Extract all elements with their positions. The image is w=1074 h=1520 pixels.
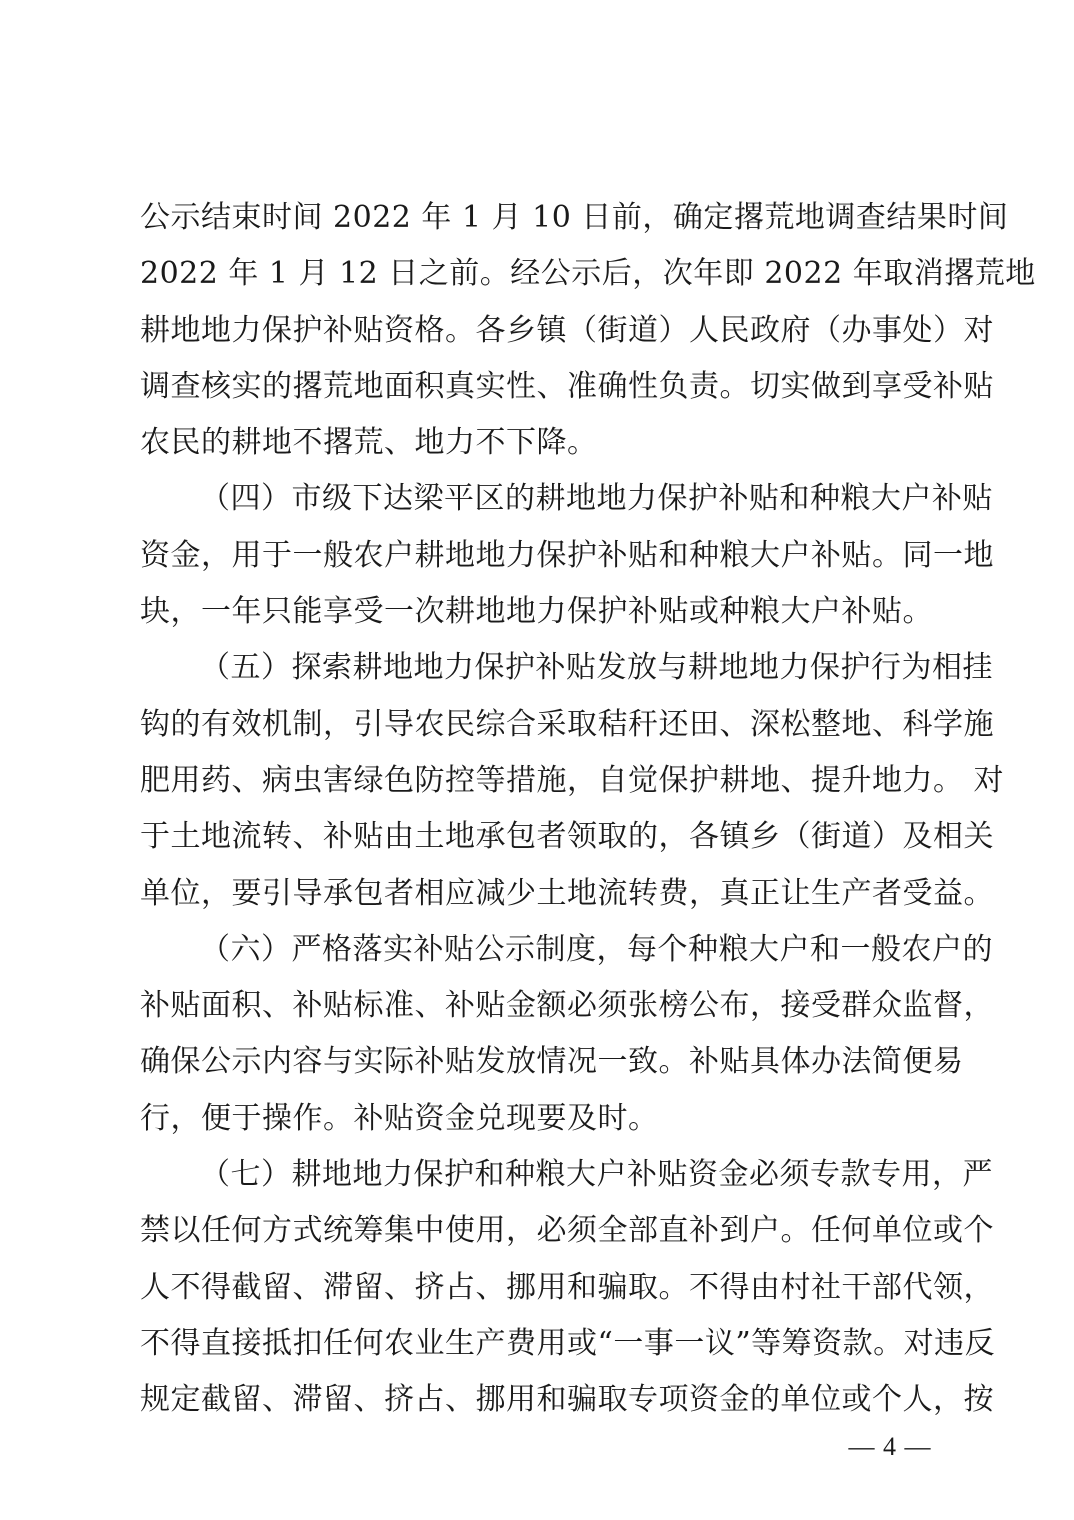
text-line: 调查核实的撂荒地面积真实性、准确性负责。切实做到享受补贴 [140, 368, 994, 404]
text-line: 于土地流转、补贴由土地承包者领取的，各镇乡（街道）及相关 [140, 819, 994, 855]
text-line: 耕地地力保护补贴资格。各乡镇（街道）人民政府（办事处）对 [140, 312, 994, 348]
text-line: 肥用药、病虫害绿色防控等措施，自觉保护耕地、提升地力。 对 [140, 762, 1005, 798]
page-number: — 4 — [848, 1432, 932, 1461]
paragraph-4 [140, 922, 994, 1147]
text-line: 确保公示内容与实际补贴发放情况一致。补贴具体办法简便易 [140, 1044, 964, 1080]
text-line: 公示结束时间 2022 年 1 月 10 日前，确定撂荒地调查结果时间 [140, 200, 1009, 235]
text-line: 资金，用于一般农户耕地地力保护补贴和种粮大户补贴。同一地 [140, 537, 994, 573]
text-line: 2022 年 1 月 12 日之前。经公示后，次年即 2022 年取消撂荒地 [140, 256, 1036, 292]
text-line: 不得直接抵扣任何农业生产费用或“一事一议”等筹资款。对违反 [140, 1325, 996, 1361]
text-line: 规定截留、滞留、挤占、挪用和骗取专项资金的单位或个人，按 [140, 1382, 994, 1418]
text-line: （五）探索耕地地力保护补贴发放与耕地地力保护行为相挂 [200, 650, 993, 686]
text-line: 补贴面积、补贴标准、补贴金额必须张榜公布，接受群众监督， [140, 988, 994, 1024]
text-line: 块，一年只能享受一次耕地地力保护补贴或种粮大户补贴。 [140, 594, 933, 630]
paragraph-2 [140, 471, 994, 640]
text-line: 行，便于操作。补贴资金兑现要及时。 [140, 1100, 659, 1136]
text-line: 人不得截留、滞留、挤占、挪用和骗取。不得由村社干部代领， [140, 1269, 994, 1305]
paragraph-1 [140, 190, 1036, 471]
text-line: 单位，要引导承包者相应减少土地流转费，真正让生产者受益。 [140, 875, 994, 911]
paragraph-5 [140, 1147, 996, 1428]
text-line: （七）耕地地力保护和种粮大户补贴资金必须专款专用，严 [200, 1157, 993, 1193]
body-text [140, 190, 1036, 1429]
text-line: 钩的有效机制，引导农民综合采取秸秆还田、深松整地、科学施 [140, 706, 994, 742]
text-line: 农民的耕地不撂荒、地力不下降。 [140, 425, 598, 461]
text-line: （四）市级下达梁平区的耕地地力保护补贴和种粮大户补贴 [200, 481, 993, 517]
text-line: （六）严格落实补贴公示制度，每个种粮大户和一般农户的 [200, 931, 993, 967]
paragraph-3 [140, 640, 1005, 921]
text-line: 禁以任何方式统筹集中使用，必须全部直补到户。任何单位或个 [140, 1213, 994, 1249]
